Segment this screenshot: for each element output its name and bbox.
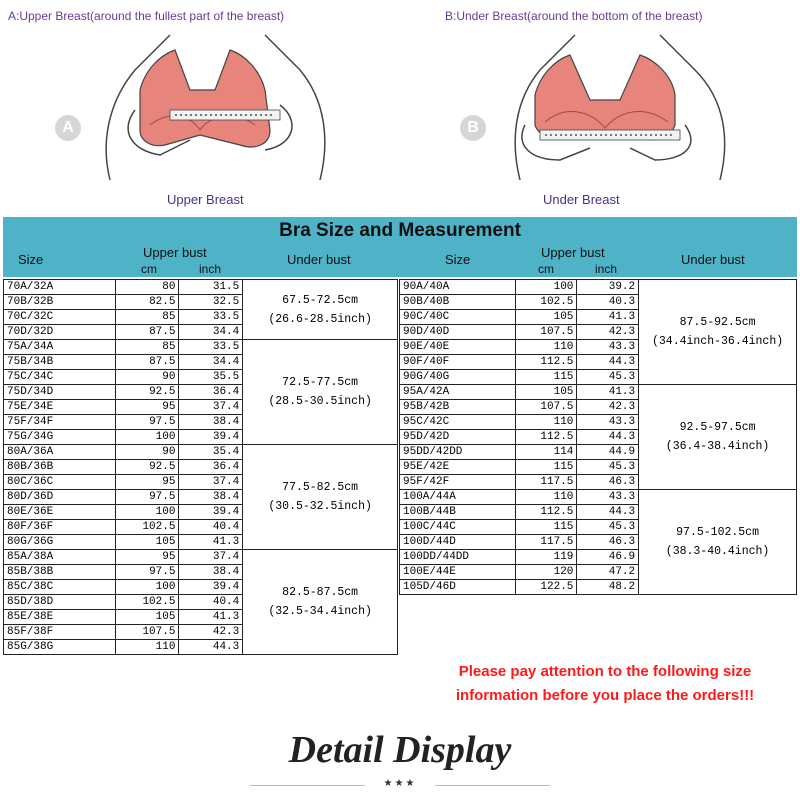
decorative-stars: ★★★ [383,778,417,789]
upper-bust-inch-cell: 45.3 [577,370,639,385]
right-size-table [399,279,797,595]
under-bust-cm: 77.5-82.5cm [282,481,359,494]
upper-bust-inch-cell: 37.4 [179,400,243,415]
under-bust-inch: (30.5-32.5inch) [268,500,372,513]
upper-bust-inch-cell: 35.5 [179,370,243,385]
upper-bust-cm-cell: 105 [115,610,179,625]
upper-bust-inch-cell: 44.3 [577,505,639,520]
upper-bust-inch-cell: 43.3 [577,490,639,505]
size-cell: 70C/32C [4,310,116,325]
upper-bust-inch-cell: 42.3 [577,325,639,340]
upper-bust-cm-cell: 80 [115,280,179,295]
size-cell: 75B/34B [4,355,116,370]
right-inch-header: inch [595,262,618,276]
under-bust-inch: (28.5-30.5inch) [268,395,372,408]
left-inch-header: inch [199,262,222,276]
size-cell: 100C/44C [400,520,516,535]
upper-bust-inch-cell: 46.9 [577,550,639,565]
upper-bust-inch-cell: 46.3 [577,535,639,550]
upper-bust-inch-cell: 38.4 [179,565,243,580]
upper-bust-cm-cell: 97.5 [115,490,179,505]
size-cell: 80B/36B [4,460,116,475]
upper-bust-inch-cell: 39.2 [577,280,639,295]
left-size-header: Size [18,252,44,267]
upper-breast-label: Upper Breast [167,192,244,207]
upper-bust-cm-cell: 100 [115,430,179,445]
upper-bust-cm-cell: 105 [515,385,577,400]
size-cell: 90C/40C [400,310,516,325]
caption-under-breast: B:Under Breast(around the bottom of the breast) [445,9,703,23]
upper-bust-inch-cell: 35.4 [179,445,243,460]
left-cm-header: cm [141,262,157,276]
size-cell: 90A/40A [400,280,516,295]
size-cell: 95E/42E [400,460,516,475]
upper-bust-inch-cell: 31.5 [179,280,243,295]
under-bust-inch: (34.4inch-36.4inch) [652,335,784,348]
upper-bust-cm-cell: 102.5 [115,595,179,610]
upper-bust-cm-cell: 95 [115,400,179,415]
under-bust-cm: 97.5-102.5cm [676,526,759,539]
size-notice-line2: information before you place the orders!!! [455,687,755,704]
under-bust-cell [639,490,797,595]
left-size-table [3,279,398,655]
upper-bust-inch-cell: 37.4 [179,475,243,490]
size-cell: 75C/34C [4,370,116,385]
size-cell: 85F/38F [4,625,116,640]
detail-display-title: Detail Display [288,729,512,771]
under-bust-cell [243,550,398,655]
size-notice-line1: Please pay attention to the following size [458,663,752,680]
table-row [400,280,797,295]
size-cell: 80F/36F [4,520,116,535]
size-cell: 75A/34A [4,340,116,355]
size-cell: 95F/42F [400,475,516,490]
upper-bust-inch-cell: 34.4 [179,355,243,370]
left-upper-bust-header: Upper bust [143,245,207,260]
under-bust-cell [243,280,398,340]
right-size-header: Size [445,252,471,267]
upper-bust-cm-cell: 115 [515,370,577,385]
size-cell: 85E/38E [4,610,116,625]
upper-bust-inch-cell: 41.3 [179,610,243,625]
upper-bust-cm-cell: 115 [515,460,577,475]
size-cell: 95A/42A [400,385,516,400]
upper-bust-inch-cell: 43.3 [577,340,639,355]
size-cell: 90G/40G [400,370,516,385]
upper-bust-inch-cell: 39.4 [179,505,243,520]
upper-bust-inch-cell: 36.4 [179,385,243,400]
upper-bust-cm-cell: 92.5 [115,385,179,400]
upper-bust-inch-cell: 43.3 [577,415,639,430]
upper-bust-inch-cell: 42.3 [179,625,243,640]
size-cell: 95B/42B [400,400,516,415]
upper-bust-cm-cell: 90 [115,370,179,385]
upper-bust-inch-cell: 45.3 [577,460,639,475]
upper-bust-cm-cell: 122.5 [515,580,577,595]
upper-bust-inch-cell: 33.5 [179,310,243,325]
upper-bust-inch-cell: 36.4 [179,460,243,475]
size-cell: 80E/36E [4,505,116,520]
upper-bust-cm-cell: 95 [115,550,179,565]
table-header [3,217,797,277]
upper-bust-cm-cell: 114 [515,445,577,460]
upper-bust-inch-cell: 34.4 [179,325,243,340]
size-cell: 100D/44D [400,535,516,550]
size-cell: 70B/32B [4,295,116,310]
under-bust-inch: (32.5-34.4inch) [268,605,372,618]
upper-bust-cm-cell: 82.5 [115,295,179,310]
upper-bust-cm-cell: 107.5 [115,625,179,640]
upper-bust-cm-cell: 110 [515,340,577,355]
size-notice [440,660,770,708]
table-row [4,445,398,460]
upper-bust-cm-cell: 107.5 [515,325,577,340]
size-cell: 75F/34F [4,415,116,430]
upper-bust-inch-cell: 48.2 [577,580,639,595]
upper-bust-inch-cell: 44.9 [577,445,639,460]
upper-bust-inch-cell: 41.3 [577,310,639,325]
right-upper-bust-header: Upper bust [541,245,605,260]
upper-bust-cm-cell: 100 [115,580,179,595]
size-cell: 75G/34G [4,430,116,445]
size-cell: 95C/42C [400,415,516,430]
size-cell: 100E/44E [400,565,516,580]
upper-bust-inch-cell: 39.4 [179,430,243,445]
badge-a: A [55,115,81,141]
upper-bust-cm-cell: 107.5 [515,400,577,415]
upper-bust-inch-cell: 33.5 [179,340,243,355]
upper-bust-cm-cell: 105 [515,310,577,325]
table-row [4,550,398,565]
upper-bust-cm-cell: 102.5 [515,295,577,310]
upper-bust-cm-cell: 105 [115,535,179,550]
size-cell: 80D/36D [4,490,116,505]
right-cm-header: cm [538,262,554,276]
upper-bust-inch-cell: 44.3 [179,640,243,655]
upper-bust-inch-cell: 45.3 [577,520,639,535]
upper-bust-cm-cell: 102.5 [115,520,179,535]
upper-bust-cm-cell: 110 [515,490,577,505]
upper-bust-cm-cell: 115 [515,520,577,535]
size-cell: 90E/40E [400,340,516,355]
under-bust-cm: 82.5-87.5cm [282,586,359,599]
under-bust-cell [639,385,797,490]
size-cell: 100DD/44DD [400,550,516,565]
left-under-bust-header: Under bust [287,252,351,267]
upper-bust-inch-cell: 40.4 [179,520,243,535]
size-cell: 85G/38G [4,640,116,655]
upper-bust-inch-cell: 46.3 [577,475,639,490]
upper-bust-cm-cell: 112.5 [515,505,577,520]
upper-bust-inch-cell: 40.4 [179,595,243,610]
upper-bust-cm-cell: 85 [115,310,179,325]
size-cell: 80A/36A [4,445,116,460]
under-bust-cm: 67.5-72.5cm [282,293,359,307]
upper-bust-inch-cell: 44.3 [577,430,639,445]
size-cell: 70A/32A [4,280,116,295]
upper-bust-cm-cell: 112.5 [515,430,577,445]
upper-bust-inch-cell: 41.3 [577,385,639,400]
badge-b: B [460,115,486,141]
size-cell: 90B/40B [400,295,516,310]
under-bust-cm: 72.5-77.5cm [282,376,359,389]
size-cell: 100B/44B [400,505,516,520]
size-cell: 85D/38D [4,595,116,610]
size-cell: 85B/38B [4,565,116,580]
upper-bust-cm-cell: 117.5 [515,475,577,490]
under-bust-cell [243,340,398,445]
upper-breast-illustration [40,30,380,190]
upper-bust-inch-cell: 32.5 [179,295,243,310]
under-breast-label: Under Breast [543,192,620,207]
upper-bust-inch-cell: 42.3 [577,400,639,415]
size-cell: 105D/46D [400,580,516,595]
size-cell: 100A/44A [400,490,516,505]
upper-bust-cm-cell: 97.5 [115,565,179,580]
right-under-bust-header: Under bust [681,252,745,267]
size-cell: 80G/36G [4,535,116,550]
upper-bust-cm-cell: 100 [115,505,179,520]
size-cell: 85C/38C [4,580,116,595]
table-row [4,280,398,295]
upper-bust-inch-cell: 44.3 [577,355,639,370]
upper-bust-cm-cell: 110 [115,640,179,655]
under-bust-cm: 87.5-92.5cm [679,316,756,329]
upper-bust-inch-cell: 38.4 [179,490,243,505]
table-row [400,490,797,505]
upper-bust-cm-cell: 110 [515,415,577,430]
upper-bust-cm-cell: 87.5 [115,325,179,340]
caption-upper-breast: A:Upper Breast(around the fullest part of the breast) [8,9,285,23]
upper-bust-inch-cell: 38.4 [179,415,243,430]
upper-bust-cm-cell: 90 [115,445,179,460]
upper-bust-inch-cell: 47.2 [577,565,639,580]
table-row [4,340,398,355]
upper-bust-cm-cell: 92.5 [115,460,179,475]
upper-bust-cm-cell: 100 [515,280,577,295]
under-bust-cm: 92.5-97.5cm [679,421,756,434]
size-cell: 75D/34D [4,385,116,400]
size-cell: 80C/36C [4,475,116,490]
upper-bust-cm-cell: 120 [515,565,577,580]
under-bust-inch: (36.4-38.4inch) [665,440,770,453]
upper-bust-inch-cell: 41.3 [179,535,243,550]
size-cell: 90F/40F [400,355,516,370]
table-title: Bra Size and Measurement [279,220,521,241]
under-bust-inch: (38.3-40.4inch) [665,545,770,558]
under-bust-inch: (26.6-28.5inch) [268,312,372,326]
upper-bust-inch-cell: 37.4 [179,550,243,565]
table-row [400,385,797,400]
size-cell: 95DD/42DD [400,445,516,460]
under-bust-cell [639,280,797,385]
upper-bust-inch-cell: 39.4 [179,580,243,595]
upper-bust-cm-cell: 97.5 [115,415,179,430]
upper-bust-cm-cell: 85 [115,340,179,355]
under-bust-cell [243,445,398,550]
upper-bust-cm-cell: 119 [515,550,577,565]
size-cell: 70D/32D [4,325,116,340]
size-cell: 85A/38A [4,550,116,565]
upper-bust-cm-cell: 95 [115,475,179,490]
divider-right [435,785,550,786]
upper-bust-cm-cell: 112.5 [515,355,577,370]
upper-bust-cm-cell: 87.5 [115,355,179,370]
size-cell: 90D/40D [400,325,516,340]
under-breast-illustration [440,30,780,190]
upper-bust-inch-cell: 40.3 [577,295,639,310]
size-cell: 75E/34E [4,400,116,415]
size-cell: 95D/42D [400,430,516,445]
upper-bust-cm-cell: 117.5 [515,535,577,550]
